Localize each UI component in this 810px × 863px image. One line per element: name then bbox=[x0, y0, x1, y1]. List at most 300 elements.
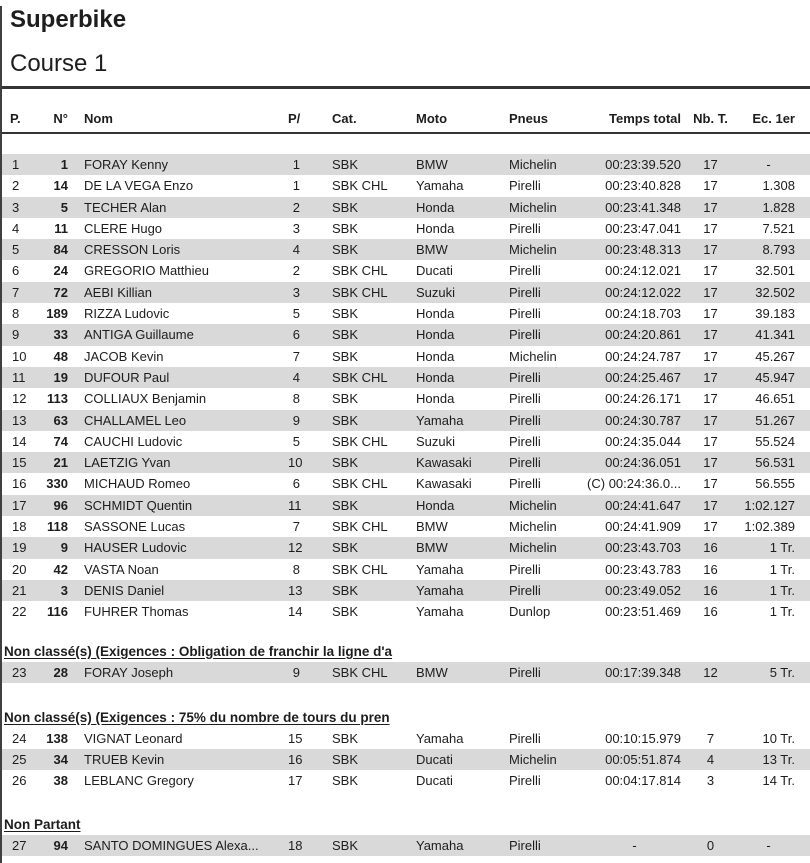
cell-moto: BMW bbox=[416, 519, 448, 535]
table-row bbox=[2, 452, 810, 473]
cell-moto: Suzuki bbox=[416, 433, 456, 449]
cell-pos: 27 bbox=[12, 837, 27, 853]
cell-gap: - bbox=[766, 837, 771, 853]
cell-p: 7 bbox=[292, 348, 300, 364]
column-header-laps: Nb. T. bbox=[693, 111, 728, 126]
cell-gap: 5 Tr. bbox=[769, 664, 795, 680]
table-row bbox=[2, 559, 810, 580]
cell-pneus: Pirelli bbox=[509, 412, 541, 428]
table-row bbox=[2, 770, 810, 791]
cell-p: 8 bbox=[292, 561, 300, 577]
cell-laps: 16 bbox=[703, 540, 718, 556]
cell-cat: SBK bbox=[332, 604, 359, 620]
table-header-row bbox=[2, 86, 810, 134]
cell-pos: 21 bbox=[12, 582, 27, 598]
cell-p: 6 bbox=[292, 327, 300, 343]
cell-time: 00:23:41.348 bbox=[605, 199, 681, 215]
cell-moto: Yamaha bbox=[416, 730, 464, 746]
cell-time: 00:24:41.909 bbox=[605, 519, 681, 535]
cell-pos: 7 bbox=[12, 284, 20, 300]
cell-name: CHALLAMEL Leo bbox=[84, 412, 187, 428]
cell-laps: 17 bbox=[703, 433, 718, 449]
table-row bbox=[2, 410, 810, 431]
table-row bbox=[2, 388, 810, 409]
cell-pneus: Pirelli bbox=[509, 284, 541, 300]
cell-p: 9 bbox=[292, 664, 300, 680]
cell-num: 74 bbox=[53, 433, 68, 449]
cell-num: 28 bbox=[53, 664, 68, 680]
cell-moto: Kawasaki bbox=[416, 476, 472, 492]
cell-moto: Honda bbox=[416, 348, 455, 364]
column-header-cat: Cat. bbox=[332, 111, 357, 126]
cell-gap: 1 Tr. bbox=[769, 582, 795, 598]
cell-laps: 17 bbox=[703, 369, 718, 385]
cell-num: 33 bbox=[53, 327, 68, 343]
cell-cat: SBK bbox=[332, 348, 359, 364]
cell-pos: 19 bbox=[12, 540, 27, 556]
table-row bbox=[2, 260, 810, 281]
cell-p: 5 bbox=[292, 306, 300, 322]
cell-name: FUHRER Thomas bbox=[84, 604, 189, 620]
cell-time: 00:24:12.022 bbox=[605, 284, 681, 300]
results-table-body bbox=[2, 154, 810, 856]
cell-pos: 12 bbox=[12, 391, 27, 407]
cell-pos: 1 bbox=[12, 157, 20, 172]
cell-pos: 22 bbox=[12, 604, 27, 620]
cell-gap: 8.793 bbox=[762, 242, 795, 258]
cell-pneus: Michelin bbox=[509, 540, 557, 556]
cell-moto: Yamaha bbox=[416, 582, 464, 598]
cell-cat: SBK CHL bbox=[332, 476, 388, 492]
cell-time: 00:23:49.052 bbox=[605, 582, 681, 598]
cell-num: 116 bbox=[47, 604, 68, 620]
cell-name: LAETZIG Yvan bbox=[84, 455, 171, 471]
cell-time: 00:24:26.171 bbox=[605, 391, 681, 407]
table-row bbox=[2, 218, 810, 239]
cell-gap: 13 Tr. bbox=[762, 752, 795, 768]
cell-time: 00:24:35.044 bbox=[605, 433, 681, 449]
section-heading: Non classé(s) (Exigences : Obligation de franchir la ligne d'a bbox=[4, 643, 393, 659]
cell-gap: 45.947 bbox=[755, 369, 795, 385]
cell-num: 138 bbox=[46, 730, 68, 746]
cell-pos: 26 bbox=[12, 773, 27, 789]
cell-pos: 15 bbox=[12, 455, 27, 471]
cell-num: 14 bbox=[53, 178, 68, 194]
cell-name: FORAY Kenny bbox=[84, 157, 169, 172]
table-row bbox=[2, 728, 810, 749]
cell-pneus: Pirelli bbox=[509, 178, 541, 194]
cell-moto: Yamaha bbox=[416, 412, 464, 428]
page-title: Superbike bbox=[10, 6, 127, 33]
cell-num: 11 bbox=[54, 220, 68, 236]
cell-name: SCHMIDT Quentin bbox=[84, 497, 193, 513]
cell-laps: 17 bbox=[703, 178, 718, 194]
cell-p: 4 bbox=[292, 242, 300, 258]
cell-cat: SBK CHL bbox=[332, 519, 388, 535]
cell-laps: 17 bbox=[703, 497, 718, 513]
cell-moto: Honda bbox=[416, 199, 455, 215]
cell-name: MICHAUD Romeo bbox=[84, 476, 191, 492]
cell-time: 00:24:36.051 bbox=[605, 455, 681, 471]
cell-laps: 7 bbox=[706, 730, 715, 746]
cell-p: 3 bbox=[292, 284, 300, 300]
cell-moto: BMW bbox=[416, 540, 448, 556]
cell-pneus: Pirelli bbox=[509, 773, 541, 789]
race-subtitle: Course 1 bbox=[10, 50, 108, 77]
cell-name: DE LA VEGA Enzo bbox=[84, 178, 194, 194]
cell-num: 38 bbox=[53, 773, 68, 789]
cell-gap: 32.501 bbox=[755, 263, 795, 279]
cell-num: 24 bbox=[53, 263, 68, 279]
cell-pos: 9 bbox=[12, 327, 20, 343]
cell-p: 1 bbox=[292, 157, 300, 172]
cell-p: 10 bbox=[288, 455, 303, 471]
cell-pneus: Michelin bbox=[509, 752, 557, 768]
cell-gap: 10 Tr. bbox=[762, 730, 795, 746]
cell-pos: 4 bbox=[12, 220, 20, 236]
cell-time: 00:04:17.814 bbox=[605, 773, 681, 789]
cell-name: TECHER Alan bbox=[84, 199, 167, 215]
cell-time: 00:23:51.469 bbox=[605, 604, 681, 620]
cell-pos: 25 bbox=[12, 752, 27, 768]
cell-laps: 17 bbox=[703, 519, 718, 535]
cell-pneus: Pirelli bbox=[509, 391, 541, 407]
cell-pneus: Michelin bbox=[509, 348, 557, 364]
cell-gap: 1.828 bbox=[762, 199, 795, 215]
cell-cat: SBK bbox=[332, 837, 359, 853]
cell-cat: SBK bbox=[332, 455, 359, 471]
cell-gap: 55.524 bbox=[755, 433, 795, 449]
cell-name: AEBI Killian bbox=[84, 284, 152, 300]
cell-p: 17 bbox=[288, 773, 303, 789]
cell-pos: 8 bbox=[12, 306, 20, 322]
cell-cat: SBK bbox=[332, 220, 359, 236]
cell-pneus: Pirelli bbox=[509, 561, 541, 577]
cell-cat: SBK bbox=[332, 730, 359, 746]
table-row bbox=[2, 367, 810, 388]
cell-laps: 17 bbox=[703, 476, 718, 492]
cell-cat: SBK bbox=[332, 391, 359, 407]
cell-laps: 12 bbox=[703, 664, 718, 680]
cell-num: 5 bbox=[60, 199, 68, 215]
cell-time: 00:10:15.979 bbox=[605, 730, 681, 746]
cell-cat: SBK CHL bbox=[332, 664, 388, 680]
cell-laps: 17 bbox=[703, 263, 718, 279]
cell-time: 00:23:43.703 bbox=[605, 540, 681, 556]
cell-moto: BMW bbox=[416, 157, 448, 172]
cell-time: 00:24:30.787 bbox=[605, 412, 681, 428]
cell-cat: SBK CHL bbox=[332, 263, 388, 279]
cell-pneus: Dunlop bbox=[509, 604, 551, 620]
cell-name: JACOB Kevin bbox=[84, 348, 164, 364]
cell-num: 63 bbox=[53, 412, 68, 428]
cell-laps: 17 bbox=[703, 220, 718, 236]
table-row bbox=[2, 835, 810, 856]
cell-p: 18 bbox=[288, 837, 303, 853]
cell-time: 00:24:12.021 bbox=[605, 263, 681, 279]
cell-num: 84 bbox=[53, 242, 68, 258]
cell-pneus: Pirelli bbox=[509, 306, 541, 322]
cell-num: 72 bbox=[53, 284, 68, 300]
cell-moto: Honda bbox=[416, 306, 455, 322]
cell-moto: Ducati bbox=[416, 773, 453, 789]
cell-pos: 16 bbox=[12, 476, 27, 492]
cell-p: 16 bbox=[288, 752, 303, 768]
cell-p: 7 bbox=[292, 519, 300, 535]
table-row bbox=[2, 431, 810, 452]
cell-pneus: Pirelli bbox=[509, 582, 541, 598]
cell-p: 15 bbox=[288, 730, 303, 746]
cell-pos: 10 bbox=[12, 348, 27, 364]
cell-gap: 45.267 bbox=[755, 348, 795, 364]
cell-laps: 3 bbox=[706, 773, 715, 789]
cell-gap: 1 Tr. bbox=[769, 604, 795, 620]
cell-moto: Yamaha bbox=[416, 837, 464, 853]
cell-num: 48 bbox=[53, 348, 68, 364]
cell-num: 113 bbox=[47, 391, 68, 407]
column-header-p: P/ bbox=[288, 111, 301, 126]
cell-moto: Yamaha bbox=[416, 604, 464, 620]
cell-laps: 0 bbox=[706, 837, 715, 853]
cell-gap: - bbox=[766, 157, 771, 172]
cell-gap: 32.502 bbox=[755, 284, 795, 300]
cell-pos: 20 bbox=[12, 561, 27, 577]
column-header-name: Nom bbox=[84, 111, 113, 126]
cell-moto: Kawasaki bbox=[416, 455, 472, 471]
cell-cat: SBK bbox=[332, 412, 359, 428]
cell-laps: 17 bbox=[703, 284, 718, 300]
cell-gap: 1 Tr. bbox=[769, 540, 795, 556]
cell-name: DENIS Daniel bbox=[84, 582, 165, 598]
cell-gap: 1:02.389 bbox=[744, 519, 795, 535]
cell-pos: 17 bbox=[12, 497, 27, 513]
cell-pos: 6 bbox=[12, 263, 20, 279]
column-header-num: N° bbox=[53, 111, 68, 126]
cell-num: 189 bbox=[46, 306, 68, 322]
cell-cat: SBK CHL bbox=[332, 178, 388, 194]
table-row bbox=[2, 749, 810, 770]
cell-moto: Ducati bbox=[416, 752, 453, 768]
cell-time: (C) 00:24:36.0... bbox=[587, 476, 681, 492]
cell-laps: 17 bbox=[703, 242, 718, 258]
cell-time: 00:24:20.861 bbox=[605, 327, 681, 343]
cell-cat: SBK bbox=[332, 752, 359, 768]
cell-cat: SBK bbox=[332, 306, 359, 322]
table-row bbox=[2, 662, 810, 683]
cell-pneus: Michelin bbox=[509, 199, 557, 215]
cell-name: RIZZA Ludovic bbox=[84, 306, 170, 322]
cell-laps: 4 bbox=[706, 752, 715, 768]
cell-laps: 17 bbox=[703, 348, 718, 364]
cell-p: 4 bbox=[292, 369, 300, 385]
cell-name: LEBLANC Gregory bbox=[84, 773, 194, 789]
cell-pneus: Pirelli bbox=[509, 263, 541, 279]
cell-laps: 16 bbox=[703, 561, 718, 577]
table-row bbox=[2, 197, 810, 218]
cell-time: 00:23:39.520 bbox=[605, 157, 681, 172]
cell-gap: 41.341 bbox=[755, 327, 795, 343]
table-row bbox=[2, 346, 810, 367]
cell-pos: 5 bbox=[12, 242, 20, 258]
cell-pneus: Pirelli bbox=[509, 327, 541, 343]
cell-time: 00:24:18.703 bbox=[605, 306, 681, 322]
cell-moto: BMW bbox=[416, 242, 448, 258]
cell-name: GREGORIO Matthieu bbox=[84, 263, 209, 279]
cell-time: 00:23:43.783 bbox=[605, 561, 681, 577]
cell-p: 11 bbox=[288, 497, 302, 513]
cell-num: 19 bbox=[53, 369, 68, 385]
table-row bbox=[2, 324, 810, 345]
cell-name: SANTO DOMINGUES Alexa... bbox=[84, 837, 259, 853]
cell-time: 00:05:51.874 bbox=[605, 752, 681, 768]
cell-moto: Ducati bbox=[416, 263, 453, 279]
cell-gap: 39.183 bbox=[755, 306, 795, 322]
cell-gap: 7.521 bbox=[762, 220, 795, 236]
cell-name: TRUEB Kevin bbox=[84, 752, 165, 768]
cell-name: HAUSER Ludovic bbox=[84, 540, 187, 556]
cell-gap: 46.651 bbox=[755, 391, 795, 407]
cell-name: CLERE Hugo bbox=[84, 220, 163, 236]
cell-laps: 17 bbox=[703, 157, 718, 172]
cell-cat: SBK CHL bbox=[332, 369, 388, 385]
cell-cat: SBK bbox=[332, 327, 359, 343]
cell-time: 00:24:41.647 bbox=[605, 497, 681, 513]
cell-pos: 18 bbox=[12, 519, 27, 535]
cell-name: VIGNAT Leonard bbox=[84, 730, 183, 746]
cell-time: 00:23:47.041 bbox=[605, 220, 681, 236]
cell-time: 00:23:48.313 bbox=[605, 242, 681, 258]
cell-cat: SBK bbox=[332, 157, 359, 172]
cell-moto: Honda bbox=[416, 497, 455, 513]
table-row bbox=[2, 473, 810, 494]
column-header-pneus: Pneus bbox=[509, 111, 549, 126]
table-row bbox=[2, 154, 810, 175]
cell-laps: 17 bbox=[703, 391, 718, 407]
cell-time: 00:17:39.348 bbox=[605, 664, 681, 680]
cell-pos: 2 bbox=[12, 178, 20, 194]
cell-cat: SBK CHL bbox=[332, 561, 388, 577]
cell-moto: Yamaha bbox=[416, 178, 464, 194]
cell-num: 34 bbox=[53, 752, 68, 768]
cell-pneus: Pirelli bbox=[509, 369, 541, 385]
cell-cat: SBK bbox=[332, 242, 359, 258]
cell-gap: 1 Tr. bbox=[769, 561, 795, 577]
cell-num: 9 bbox=[60, 540, 68, 556]
section-heading: Non classé(s) (Exigences : 75% du nombre de tours du pren bbox=[4, 709, 390, 725]
cell-p: 12 bbox=[288, 540, 303, 556]
cell-gap: 1:02.127 bbox=[744, 497, 795, 513]
cell-p: 14 bbox=[288, 604, 303, 620]
cell-laps: 17 bbox=[703, 412, 718, 428]
cell-pneus: Pirelli bbox=[509, 730, 541, 746]
cell-moto: Honda bbox=[416, 327, 455, 343]
cell-time: 00:24:25.467 bbox=[605, 369, 681, 385]
cell-num: 3 bbox=[60, 582, 68, 598]
table-row bbox=[2, 282, 810, 303]
cell-pos: 13 bbox=[12, 412, 27, 428]
cell-pos: 14 bbox=[12, 433, 27, 449]
cell-p: 3 bbox=[292, 220, 300, 236]
cell-laps: 17 bbox=[703, 455, 718, 471]
cell-pneus: Michelin bbox=[509, 242, 557, 258]
cell-gap: 1.308 bbox=[762, 178, 795, 194]
column-header-gap: Ec. 1er bbox=[752, 111, 795, 126]
cell-pneus: Michelin bbox=[509, 157, 557, 172]
cell-gap: 56.531 bbox=[755, 455, 795, 471]
cell-num: 118 bbox=[47, 519, 68, 535]
section-heading: Non Partant bbox=[4, 816, 81, 832]
table-row bbox=[2, 580, 810, 601]
cell-pneus: Michelin bbox=[509, 497, 557, 513]
cell-p: 2 bbox=[292, 263, 300, 279]
cell-time: 00:24:24.787 bbox=[605, 348, 681, 364]
cell-laps: 17 bbox=[703, 306, 718, 322]
cell-name: VASTA Noan bbox=[84, 561, 159, 577]
cell-cat: SBK CHL bbox=[332, 284, 388, 300]
cell-laps: 16 bbox=[703, 604, 718, 620]
cell-pos: 11 bbox=[12, 369, 26, 385]
cell-num: 42 bbox=[53, 561, 68, 577]
cell-p: 5 bbox=[292, 433, 300, 449]
cell-cat: SBK bbox=[332, 540, 359, 556]
cell-num: 96 bbox=[53, 497, 68, 513]
cell-pneus: Pirelli bbox=[509, 455, 541, 471]
cell-pneus: Pirelli bbox=[509, 664, 541, 680]
cell-pos: 3 bbox=[12, 199, 20, 215]
cell-moto: Honda bbox=[416, 220, 455, 236]
cell-p: 6 bbox=[292, 476, 300, 492]
cell-cat: SBK bbox=[332, 199, 359, 215]
cell-name: SASSONE Lucas bbox=[84, 519, 186, 535]
cell-num: 1 bbox=[60, 157, 68, 172]
cell-moto: Honda bbox=[416, 369, 455, 385]
column-header-moto: Moto bbox=[416, 111, 448, 126]
cell-pos: 23 bbox=[12, 664, 27, 680]
table-row bbox=[2, 495, 810, 516]
table-row bbox=[2, 175, 810, 196]
cell-num: 21 bbox=[53, 455, 68, 471]
cell-cat: SBK CHL bbox=[332, 433, 388, 449]
cell-p: 2 bbox=[292, 199, 300, 215]
cell-cat: SBK bbox=[332, 773, 359, 789]
column-header-pos: P. bbox=[10, 111, 21, 126]
table-row bbox=[2, 601, 810, 622]
results-document bbox=[0, 6, 810, 863]
cell-num: 94 bbox=[53, 837, 68, 853]
cell-name: FORAY Joseph bbox=[84, 664, 174, 680]
cell-time: - bbox=[632, 837, 637, 853]
cell-pneus: Pirelli bbox=[509, 476, 541, 492]
cell-laps: 17 bbox=[703, 327, 718, 343]
cell-gap: 56.555 bbox=[755, 476, 795, 492]
table-row bbox=[2, 516, 810, 537]
cell-moto: Yamaha bbox=[416, 561, 464, 577]
cell-num: 330 bbox=[46, 476, 68, 492]
cell-name: DUFOUR Paul bbox=[84, 369, 170, 385]
cell-gap: 14 Tr. bbox=[762, 773, 795, 789]
cell-name: ANTIGA Guillaume bbox=[84, 327, 194, 343]
cell-pneus: Pirelli bbox=[509, 837, 541, 853]
cell-cat: SBK bbox=[332, 497, 359, 513]
cell-name: CAUCHI Ludovic bbox=[84, 433, 183, 449]
cell-moto: Honda bbox=[416, 391, 455, 407]
cell-pos: 24 bbox=[12, 730, 27, 746]
cell-moto: BMW bbox=[416, 664, 448, 680]
cell-pneus: Pirelli bbox=[509, 220, 541, 236]
cell-moto: Suzuki bbox=[416, 284, 456, 300]
table-row bbox=[2, 537, 810, 558]
cell-pneus: Pirelli bbox=[509, 433, 541, 449]
